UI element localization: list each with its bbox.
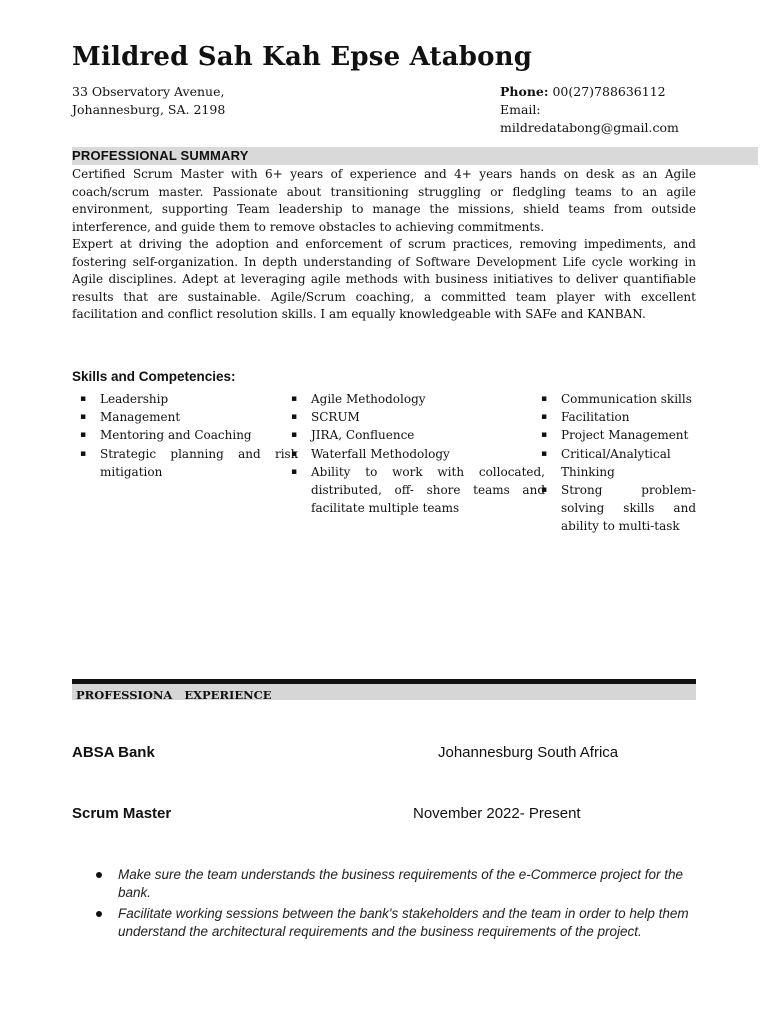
skill-item: ▪ Waterfall Methodology: [283, 445, 545, 463]
skill-item: ▪ Agile Methodology: [283, 390, 545, 408]
skill-item: ▪ JIRA, Confluence: [283, 426, 545, 444]
skill-item: ▪ Critical/Analytical Thinking: [533, 445, 696, 481]
address-line-2: Johannesburg, SA. 2198: [72, 102, 226, 117]
skill-item: ▪ Ability to work with collocated, distributed, off- shore teams and facilitate multiple teams: [283, 463, 545, 518]
skill-item: ▪ SCRUM: [283, 408, 545, 426]
candidate-name: Mildred Sah Kah Epse Atabong: [72, 42, 533, 72]
skill-item: ▪ Facilitation: [533, 408, 696, 426]
job-duties-list: [72, 866, 698, 944]
skill-item: ▪ Communication skills: [533, 390, 696, 408]
summary-heading: PROFESSIONAL SUMMARY: [72, 148, 249, 163]
employer-location: Johannesburg South Africa: [438, 744, 619, 761]
skill-item: ▪ Project Management: [533, 426, 696, 444]
skill-item: ▪ Leadership: [72, 390, 298, 408]
job-title: Scrum Master: [72, 805, 172, 822]
email-value: mildredatabong@gmail.com: [500, 120, 679, 135]
experience-heading: PROFESSIONA EXPERIENCE: [76, 688, 272, 702]
summary-paragraph-1: Certified Scrum Master with 6+ years of experience and 4+ years hands on desk as an Agile coach/scrum master. Passionate about transitioning struggling or fledgling teams to an agile environment, supporting Team leadership to manage the missions, shield teams from outside interference, and guide them to remove obstacles to achieving commitments.: [72, 167, 696, 234]
address-line-1: 33 Observatory Avenue,: [72, 84, 225, 99]
skill-item: ▪ Strategic planning and risk mitigation: [72, 445, 298, 481]
job-dates: November 2022- Present: [413, 805, 581, 822]
duty-item: Facilitate working sessions between the bank's stakeholders and the team in order to help them understand the architectural requirements and the business requirements of the project.: [72, 905, 698, 941]
duty-item: Make sure the team understands the business requirements of the e-Commerce project for the bank.: [72, 866, 698, 902]
email-label: Email:: [500, 102, 541, 117]
skills-heading: Skills and Competencies:: [72, 369, 236, 384]
skills-column-3: [533, 390, 696, 536]
summary-text: [72, 166, 696, 324]
skills-column-2: [283, 390, 545, 517]
summary-paragraph-2: Expert at driving the adoption and enforcement of scrum practices, removing impediments, and fostering self-organization. In depth understanding of Software Development Life cycle working in Agile disciplines. Adept at leveraging agile methods with business initiatives to deliver quantifiable results that are sustainable. Agile/Scrum coaching, a committed team player with excellent facilitation and conflict resolution skills. I am equally knowledgeable with SAFe and KANBAN.: [72, 237, 696, 321]
employer-name: ABSA Bank: [72, 744, 155, 761]
phone-row: [500, 83, 666, 101]
skill-item: ▪ Management: [72, 408, 298, 426]
skills-column-1: [72, 390, 298, 481]
skill-item: ▪ Mentoring and Coaching: [72, 426, 298, 444]
skill-item: ▪ Strong problem-solving skills and ability to multi-task: [533, 481, 696, 536]
phone-value: 00(27)788636112: [552, 84, 666, 99]
phone-label: Phone:: [500, 84, 549, 99]
